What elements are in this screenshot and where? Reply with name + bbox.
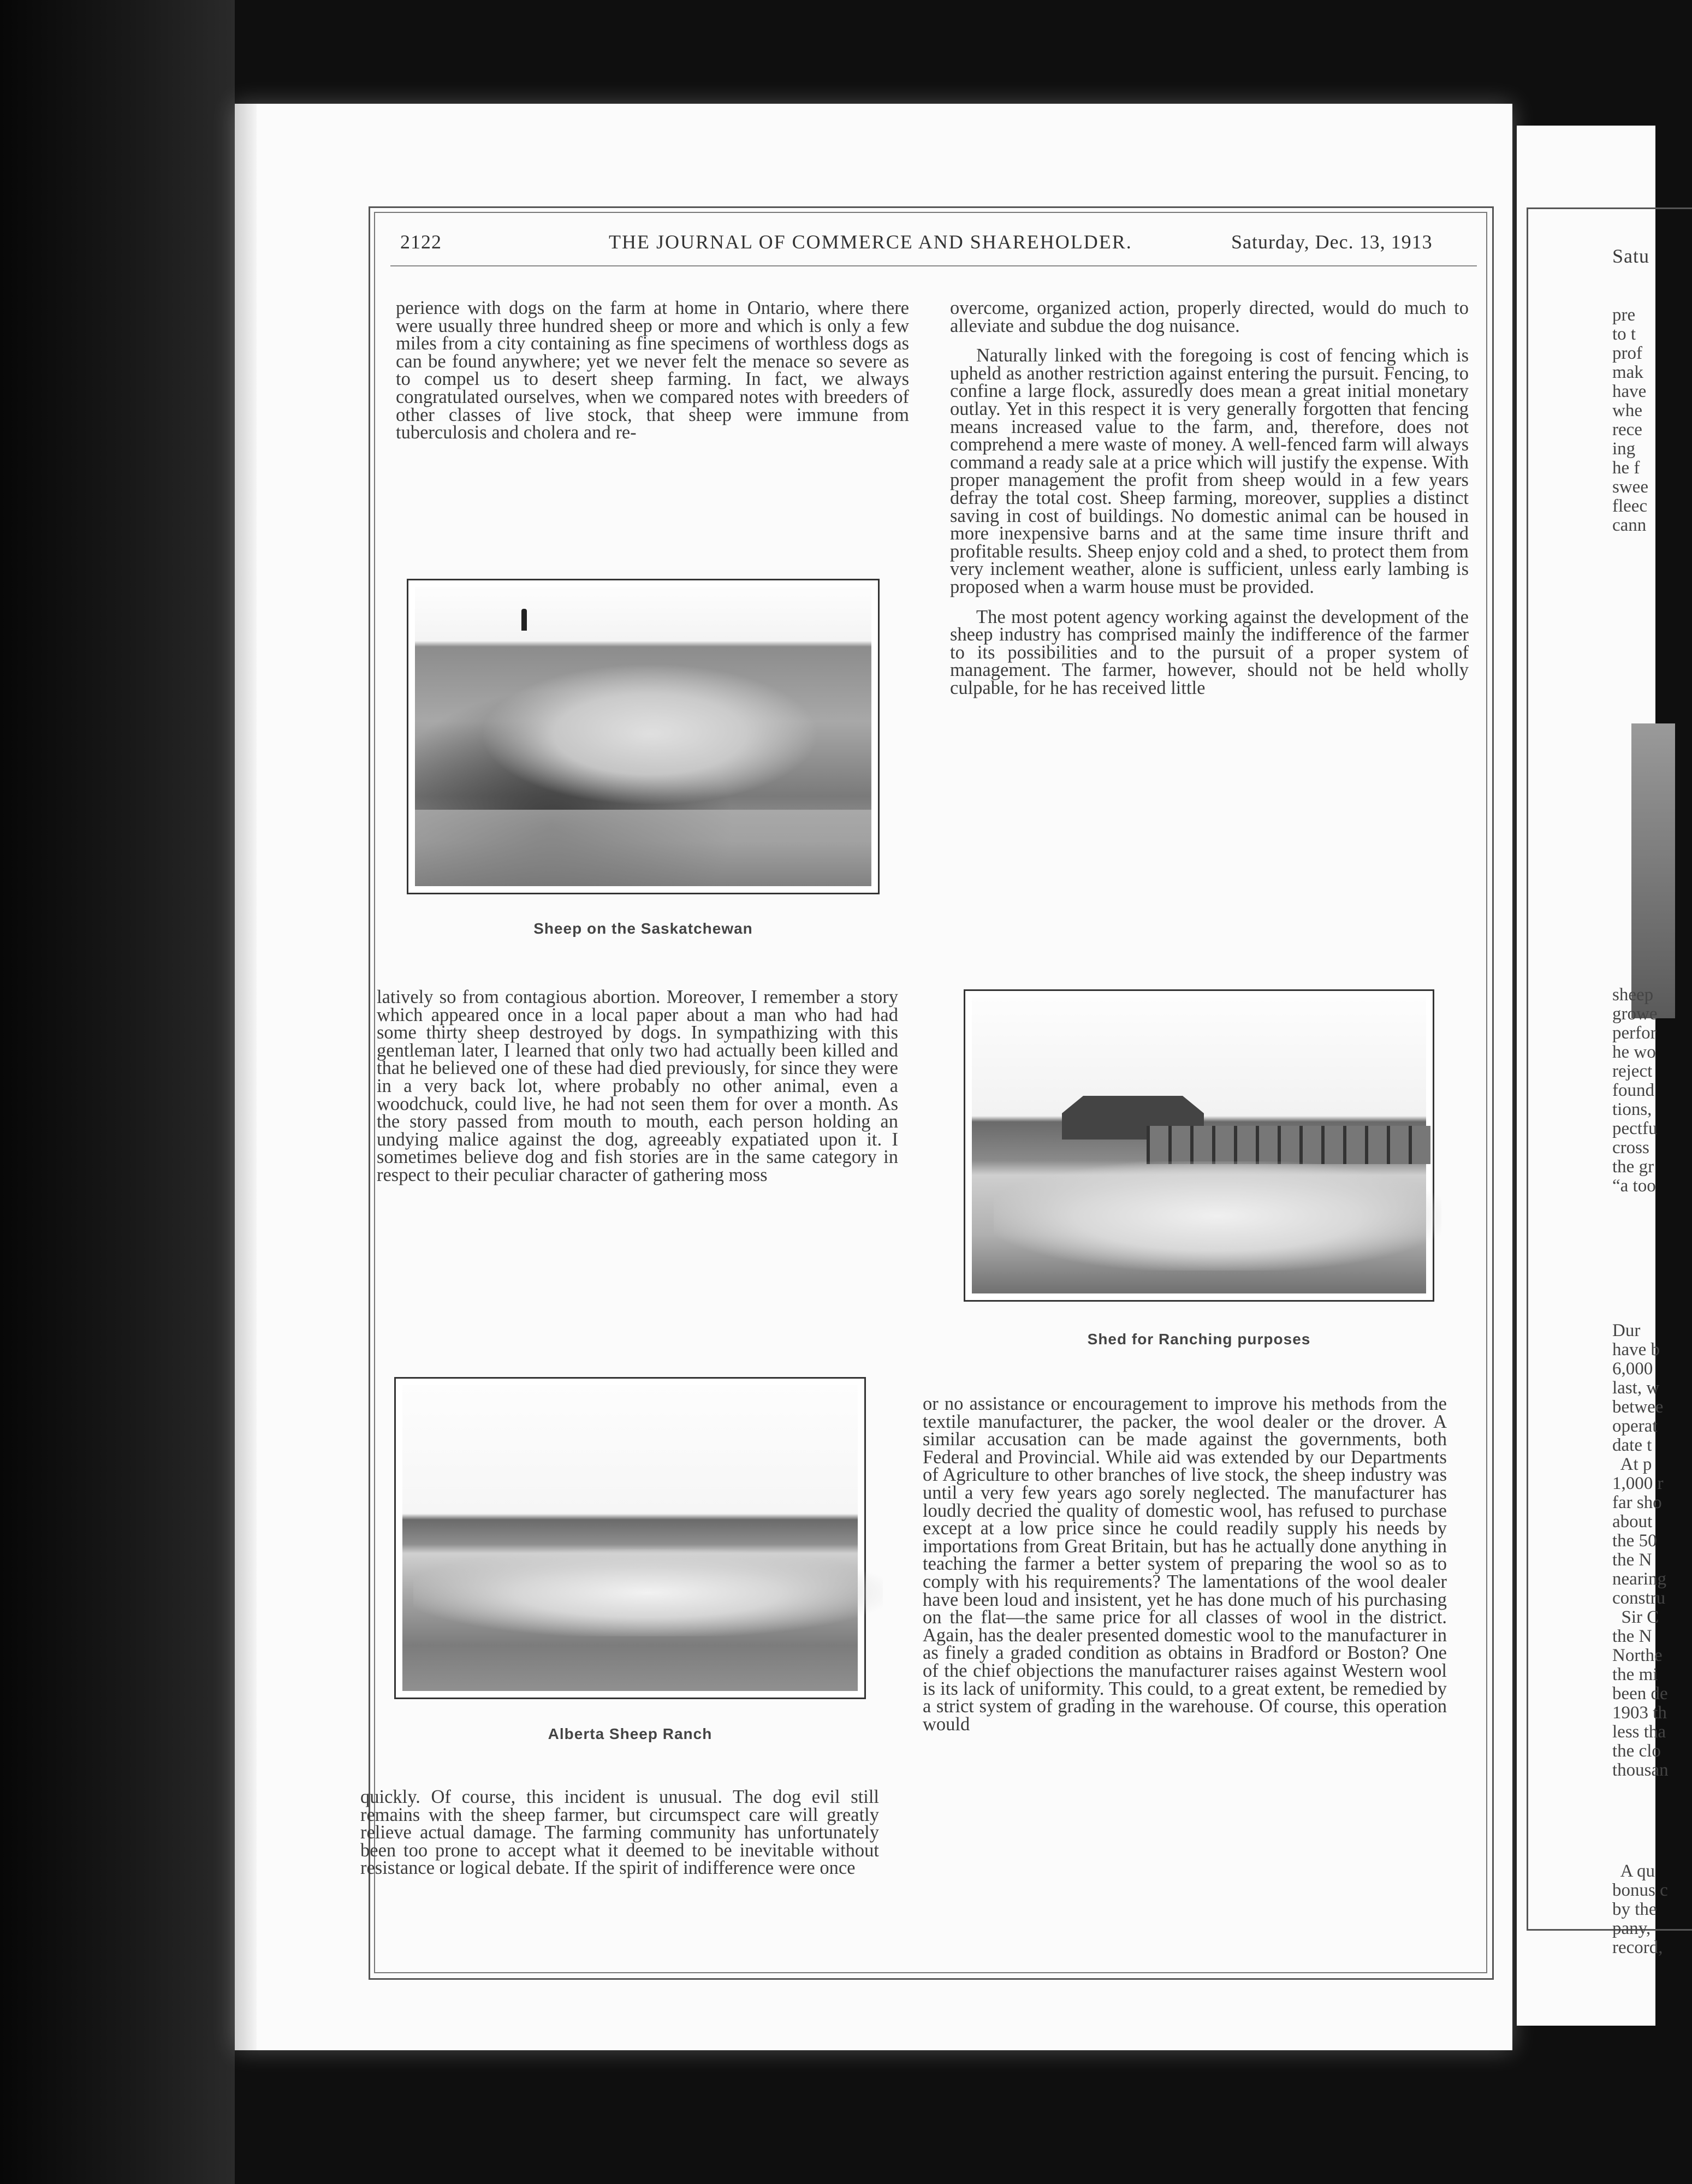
header-rule	[390, 265, 1477, 266]
paragraph: perience with dogs on the farm at home in Ontario, where there were usually three hundred sheep or more and which is only a few miles from a city containing as fine specimens of worthless dogs as can be found anywhere; yet we never felt the menace so severe as to compel us to desert sheep farming. In fact, we always congratulated ourselves, when we compared notes with breeders of other classes of live stock, that sheep were immune from tuberculosis and cholera and re-	[396, 298, 909, 443]
alberta-ranch-image	[402, 1385, 858, 1691]
flock-shape	[994, 1161, 1441, 1271]
left-column-block-1	[396, 299, 909, 454]
adjacent-page-photo	[1631, 723, 1675, 1018]
running-header	[390, 225, 1477, 258]
issue-date: Saturday, Dec. 13, 1913	[1231, 231, 1433, 253]
page-number: 2122	[400, 231, 442, 253]
paragraph: latively so from contagious abortion. Moreover, I remember a story which appeared once in a local paper about a man who had had some thirty sheep destroyed by dogs. In sympathizing with this gentleman later, I learned that only two had actually been killed and that he believed one of these had died previously, for since they were in a very back lot, where probably no other animal, even a woodchuck, could live, he had not seen them for over a month. As the story passed from mouth to mouth, each person holding an undying malice against the dog, agreeably expatiated upon it. I sometimes believe dog and fish stories are in the same category in respect to their peculiar character of gathering moss	[377, 987, 898, 1185]
flock-shape	[413, 1549, 883, 1636]
right-column-block-1	[950, 299, 1469, 709]
paragraph: overcome, organized action, properly directed, would do much to alleviate and subdue the dog nuisance.	[950, 298, 1469, 336]
adjacent-page-text-top: pre to t prof mak have whe rece ing he f swee fleec cann	[1612, 305, 1648, 535]
paragraph: The most potent agency working against the development of the sheep industry has comprised mainly the indifference of the farmer to its possibilities and to the pursuit of a proper system of management. The farmer, however, should not be held wholly culpable, for he has received little	[950, 606, 1469, 698]
flock-shape	[480, 663, 819, 805]
left-column-block-2	[377, 988, 898, 1196]
caption-shed: Shed for Ranching purposes	[1087, 1331, 1311, 1348]
paragraph: Naturally linked with the foregoing is cost of fencing which is upheld as another restriction against entering the pursuit. Fencing, to confine a large flock, assuredly does mean a great initial monetary outlay. Yet in this respect it is very generally forgotten that fencing means increased value to the farm, and, therefore, does not comprehend a mere waste of money. A well-fenced farm will always command a ready sale at a price which will justify the expense. With proper management the profit from sheep would in a few years defray the total cost. Sheep farming, moreover, supplies a distinct saving in cost of buildings. No domestic animal can be housed in more inexpensive barns and at the same time insure thrift and profitable results. Sheep enjoy cold and a shed, to protect them from very inclement weather, alone is sufficient, unless early lambing is proposed when a warm house must be provided.	[950, 345, 1469, 597]
photo-alberta-ranch	[394, 1377, 866, 1699]
right-column-block-2	[923, 1395, 1447, 1745]
caption-saskatchewan: Sheep on the Saskatchewan	[533, 920, 753, 937]
sheep-saskatchewan-image	[415, 587, 871, 886]
adjacent-page-text-mid: sheep growe perfor he wo reject found tions, pectfu cross the gr “a too	[1612, 985, 1658, 1196]
adjacent-page-text-bottom: A qu bonus c by the pany, record,	[1612, 1861, 1668, 1957]
publication-title: THE JOURNAL OF COMMERCE AND SHAREHOLDER.	[609, 231, 1132, 253]
adjacent-page	[1517, 126, 1669, 2026]
fence-shape	[1147, 1126, 1430, 1164]
photo-shed	[964, 989, 1434, 1302]
dark-backdrop	[0, 0, 235, 2184]
river-shape	[415, 810, 871, 886]
herder-figure	[521, 609, 527, 631]
paragraph: quickly. Of course, this incident is unusual. The dog evil still remains with the sheep farmer, but circumspect care will greatly relieve actual damage. The farming community has unfortunately been too prone to accept what it deemed to be inevitable without resistance or logical debate. If the spirit of indifference were once	[360, 1787, 879, 1879]
adjacent-page-header: Satu	[1612, 245, 1650, 267]
paragraph: or no assistance or encouragement to improve his methods from the textile manufacturer, the packer, the wool dealer or the drover. A similar accusation can be made against the governments, both Federal and Provincial. While aid was extended by our Departments of Agriculture to other branches of live stock, the sheep industry was until a very few years ago sorely neglected. The manufacturer has loudly decried the quality of domestic wool, has refused to purchase except at a low price since he could readily supply his needs by importations from Great Britain, but has he actually done anything in teaching the farmer a better system of preparing the wool so as to comply with his requirements? The lamentations of the wool dealer have been loud and insistent, yet he has done much of his purchasing on the flat—the same price for all classes of wool in the district. Again, has the dealer presented domestic wool to the manufacturer in as finely a graded condition as obtains in Bradford or Boston? One of the chief objections the manufacturer raises against Western wool is its lack of uniformity. This could, to a great extent, be remedied by a strict system of grading in the warehouse. Of course, this operation would	[923, 1393, 1447, 1735]
adjacent-page-text-low: Dur have b 6,000 last, w betwee operat date t At p 1,000 r far sho about the 50 the N nearing constru Sir C the N Northe the mi been de 1903 th less tha the clo thousan	[1612, 1321, 1669, 1780]
shed-ranching-image	[972, 998, 1426, 1293]
page-edge	[235, 104, 257, 2050]
caption-alberta-ranch: Alberta Sheep Ranch	[548, 1725, 713, 1742]
photo-saskatchewan	[407, 579, 880, 894]
left-column-block-3	[360, 1788, 879, 1889]
